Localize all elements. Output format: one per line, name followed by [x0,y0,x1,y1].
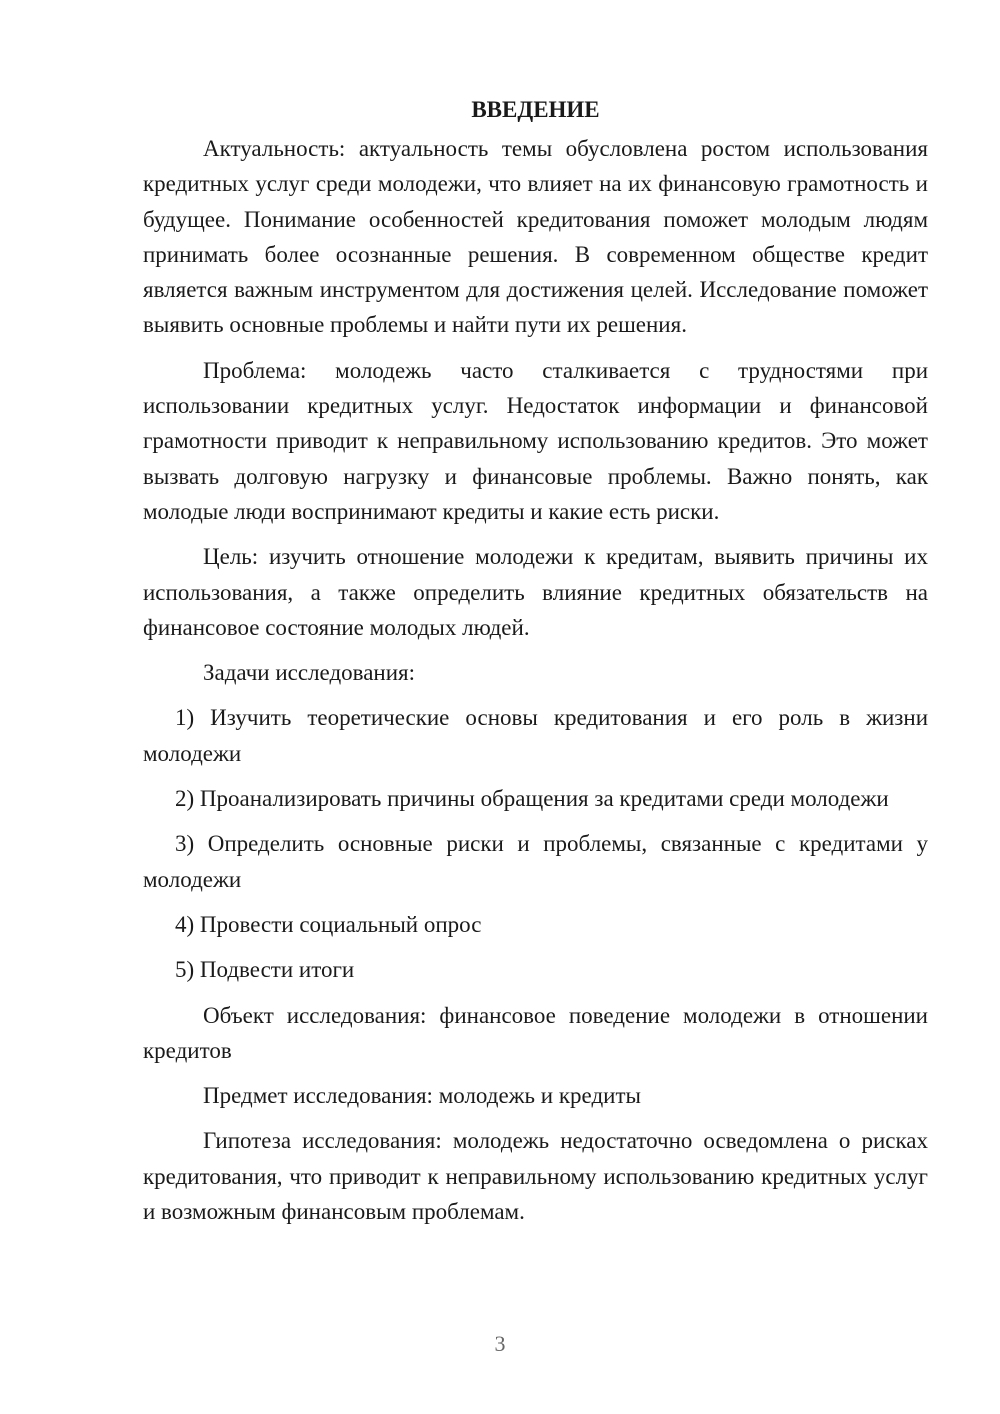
paragraph-object: Объект исследования: финансовое поведение молодежи в отношении кредитов [143,1002,928,1063]
tasks-list [143,700,928,987]
list-item: 4) Провести социальный опрос [175,911,482,937]
paragraph-relevance: Актуальность: актуальность темы обусловлена ростом использования кредитных услуг среди молодежи, что влияет на их финансовую грамотность и будущее. Понимание особенностей кредитования поможет молодым людям принимать более осознанные решения. В современном обществе кредит является важным инструментом для достижения целей. Исследование поможет выявить основные проблемы и найти пути их решения. [143,136,928,338]
section-title: ВВЕДЕНИЕ [471,97,600,122]
list-item: 3) Определить основные риски и проблемы, связанные с кредитами у молодежи [143,831,928,892]
paragraph-subject: Предмет исследования: молодежь и кредиты [203,1083,641,1109]
list-item: 1) Изучить теоретические основы кредитования и его роль в жизни молодежи [143,705,928,766]
page-number: 3 [494,1331,506,1356]
list-item: 5) Подвести итоги [175,957,355,983]
paragraph-goal: Цель: изучить отношение молодежи к кредитам, выявить причины их использования, а также определить влияние кредитных обязательств на финансовое состояние молодых людей. [143,544,928,640]
tasks-heading: Задачи исследования: [203,660,416,686]
paragraph-problem: Проблема: молодежь часто сталкивается с трудностями при использовании кредитных услуг. Недостаток информации и финансовой грамотности приводит к неправильному использованию кредитов. Это может вызвать долговую нагрузку и финансовые проблемы. Важно понять, как молодые люди воспринимают кредиты и какие есть риски. [143,357,928,524]
paragraph-hypothesis: Гипотеза исследования: молодежь недостаточно осведомлена о рисках кредитования, что приводит к неправильному использованию кредитных услуг и возможным финансовым проблемам. [143,1128,928,1225]
document-page [143,92,928,1239]
list-item: 2) Проанализировать причины обращения за кредитами среди молодежи [175,786,889,812]
